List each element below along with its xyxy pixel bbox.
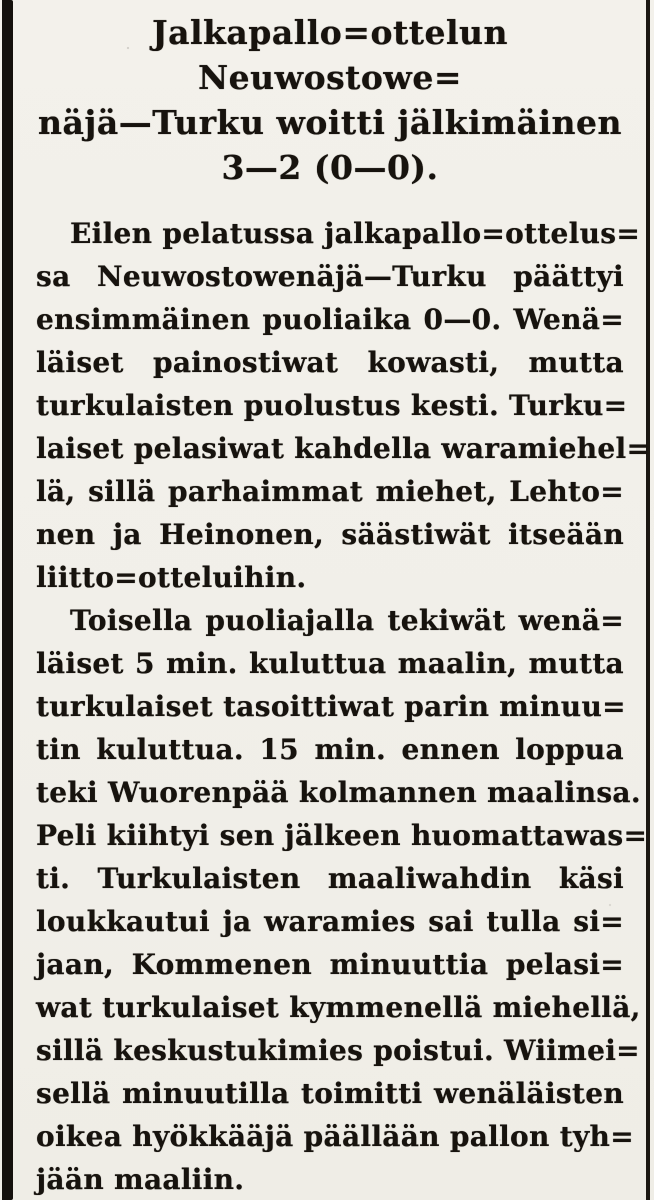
text-line: oikea hyökkääjä päällään pallon tyh= xyxy=(36,1120,634,1153)
text-line: nen ja Heinonen, säästiwät itseään xyxy=(36,518,624,551)
text-line: jään maaliin. xyxy=(36,1163,245,1196)
text-line: Peli kiihtyi sen jälkeen huomattawas= xyxy=(36,819,648,852)
text-line: liitto=otteluihin. xyxy=(36,561,307,594)
text-line: lä, sillä parhaimmat miehet, Lehto= xyxy=(36,475,624,508)
text-line: Toisella puoliajalla tekiwät wenä= xyxy=(70,604,624,637)
text-line: laiset pelasiwat kahdella waramiehel= xyxy=(36,432,651,465)
text-line: Eilen pelatussa jalkapallo=ottelus= xyxy=(70,217,641,250)
text-line: läiset 5 min. kuluttua maalin, mutta xyxy=(36,647,624,680)
headline-score-line: 3—2 (0—0). xyxy=(221,148,439,187)
text-line: teki Wuorenpää kolmannen maalinsa. xyxy=(36,776,641,809)
text-line: jaan, Kommenen minuuttia pelasi= xyxy=(36,948,624,981)
headline xyxy=(36,10,624,190)
paragraph-2 xyxy=(36,599,648,1200)
text-line: wat turkulaiset kymmenellä miehellä, xyxy=(36,991,641,1024)
text-line: läiset painostiwat kowasti, mutta xyxy=(36,346,624,379)
text-line: ti. Turkulaisten maaliwahdin käsi xyxy=(36,862,624,895)
text-line: ensimmäinen puoliaika 0—0. Wenä= xyxy=(36,303,624,336)
headline-line: Jalkapallo=ottelun Neuwostowe= xyxy=(152,13,508,97)
text-line: sillä keskustukimies poistui. Wiimei= xyxy=(36,1034,640,1067)
text-line: turkulaisten puolustus kesti. Turku= xyxy=(36,389,628,422)
text-line: loukkautui ja waramies sai tulla si= xyxy=(36,905,624,938)
text-line: turkulaiset tasoittiwat parin minuu= xyxy=(36,690,626,723)
text-line: sa Neuwostowenäjä—Turku päättyi xyxy=(36,260,624,293)
paragraph-1 xyxy=(36,212,651,599)
article-body xyxy=(36,212,651,1200)
text-line: tin kuluttua. 15 min. ennen loppua xyxy=(36,733,624,766)
headline-line: näjä—Turku woitti jälkimäinen xyxy=(38,103,622,142)
text-line: sellä minuutilla toimitti wenäläisten xyxy=(36,1077,624,1110)
